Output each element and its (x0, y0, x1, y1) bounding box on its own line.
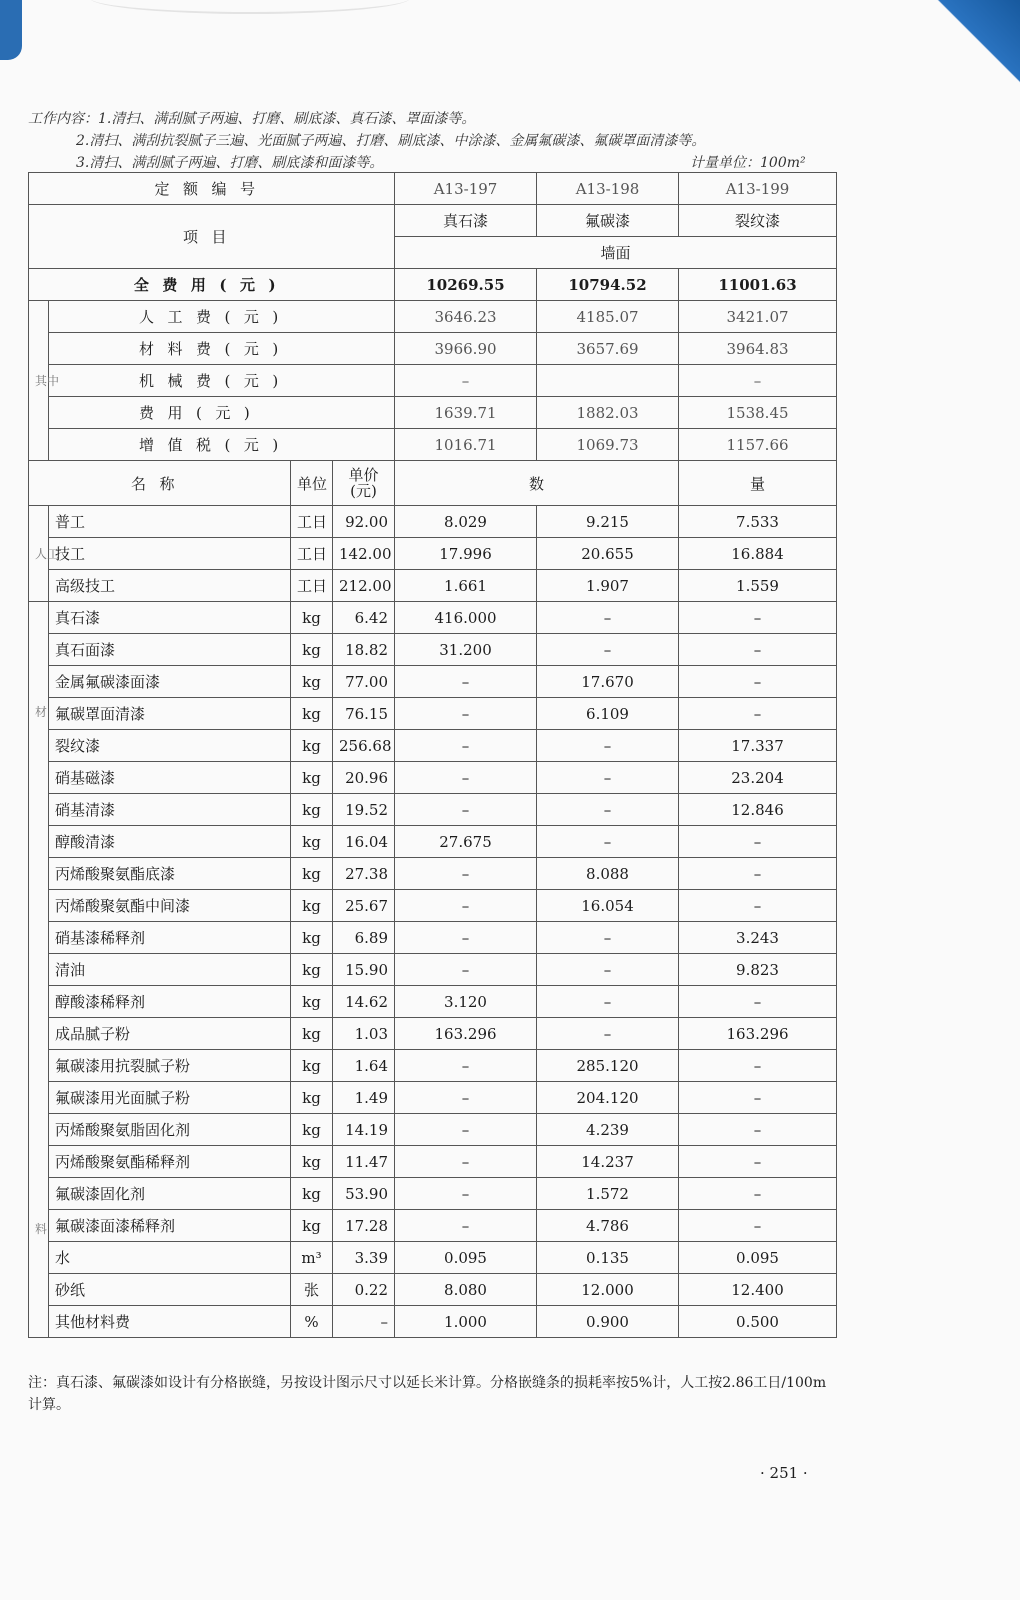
quantity-cell: 17.337 (679, 730, 837, 762)
code-row (29, 173, 837, 205)
labor-row (29, 538, 837, 570)
resource-price: 1.49 (333, 1082, 395, 1114)
quantity-cell: – (395, 858, 537, 890)
quantity-cell: – (537, 986, 679, 1018)
item-label: 项目 (29, 205, 395, 269)
quantity-cell: – (395, 922, 537, 954)
quantity-cell: – (679, 1114, 837, 1146)
quantity-cell: 8.080 (395, 1274, 537, 1306)
cost-value: – (395, 365, 537, 397)
resource-unit: % (291, 1306, 333, 1338)
material-row (29, 826, 837, 858)
page-corner-shadow (0, 0, 22, 60)
quota-sheet (28, 172, 836, 1338)
resource-name: 真石漆 (49, 602, 291, 634)
quantity-cell: – (537, 634, 679, 666)
material-row (29, 1178, 837, 1210)
material-row (29, 698, 837, 730)
category-char: 料 (35, 1221, 48, 1236)
material-row (29, 1050, 837, 1082)
code-cell: A13-197 (395, 173, 537, 205)
resource-name: 醇酸清漆 (49, 826, 291, 858)
quantity-cell: 6.109 (537, 698, 679, 730)
item-row (29, 205, 837, 237)
code-cell: A13-198 (537, 173, 679, 205)
resource-price: 1.03 (333, 1018, 395, 1050)
quantity-cell: 163.296 (395, 1018, 537, 1050)
resource-price: 6.89 (333, 922, 395, 954)
material-row (29, 858, 837, 890)
resource-unit: kg (291, 762, 333, 794)
category-label (29, 602, 49, 1338)
quantity-cell: 1.572 (537, 1178, 679, 1210)
quantity-cell: 12.846 (679, 794, 837, 826)
quantity-cell: – (395, 762, 537, 794)
material-row (29, 986, 837, 1018)
quantity-cell: 416.000 (395, 602, 537, 634)
resource-price: 18.82 (333, 634, 395, 666)
quantity-cell: – (395, 1178, 537, 1210)
material-row (29, 1210, 837, 1242)
resource-name: 硝基磁漆 (49, 762, 291, 794)
cost-name: 材料费(元) (49, 333, 395, 365)
quantity-cell: – (395, 730, 537, 762)
resource-name: 其他材料费 (49, 1306, 291, 1338)
quantity-header: 数 (395, 461, 679, 506)
resource-unit: kg (291, 1082, 333, 1114)
cost-value: 1069.73 (537, 429, 679, 461)
category-char: 人工 (35, 547, 60, 561)
quantity-cell: 31.200 (395, 634, 537, 666)
cost-value: 1016.71 (395, 429, 537, 461)
resource-unit: kg (291, 1114, 333, 1146)
quota-table (28, 172, 837, 1338)
quantity-cell: – (679, 1178, 837, 1210)
labor-row (29, 506, 837, 538)
quantity-cell: 285.120 (537, 1050, 679, 1082)
material-row (29, 890, 837, 922)
cost-value: 3421.07 (679, 301, 837, 333)
total-cell: 10269.55 (395, 269, 537, 301)
resource-unit: m³ (291, 1242, 333, 1274)
quantity-cell: 1.000 (395, 1306, 537, 1338)
resource-unit: 张 (291, 1274, 333, 1306)
cost-value: 1157.66 (679, 429, 837, 461)
quantity-cell: 20.655 (537, 538, 679, 570)
resource-price: 16.04 (333, 826, 395, 858)
cost-row (29, 397, 837, 429)
quantity-cell: 0.095 (395, 1242, 537, 1274)
resource-name: 硝基漆稀释剂 (49, 922, 291, 954)
quantity-cell: 12.400 (679, 1274, 837, 1306)
name-header: 名称 (29, 461, 291, 506)
resource-price: 17.28 (333, 1210, 395, 1242)
resource-name: 氟碳罩面清漆 (49, 698, 291, 730)
cost-name: 机械费(元) (49, 365, 395, 397)
total-row (29, 269, 837, 301)
quantity-cell: 9.823 (679, 954, 837, 986)
quantity-cell: – (537, 730, 679, 762)
quantity-cell: – (537, 762, 679, 794)
quantity-cell: – (537, 1018, 679, 1050)
resource-price: 6.42 (333, 602, 395, 634)
quantity-cell: – (395, 1210, 537, 1242)
quantity-cell: 27.675 (395, 826, 537, 858)
resource-price: 3.39 (333, 1242, 395, 1274)
quantity-cell: – (395, 954, 537, 986)
resource-name: 成品腻子粉 (49, 1018, 291, 1050)
quantity-cell: – (679, 826, 837, 858)
resource-name: 普工 (49, 506, 291, 538)
cost-category-label: 其中 (29, 301, 49, 461)
quantity-cell: – (537, 794, 679, 826)
resource-price: 25.67 (333, 890, 395, 922)
resource-name: 裂纹漆 (49, 730, 291, 762)
column-header-row (29, 461, 837, 506)
quantity-cell: 204.120 (537, 1082, 679, 1114)
resource-price: 19.52 (333, 794, 395, 826)
resource-price: 142.00 (333, 538, 395, 570)
material-row (29, 1274, 837, 1306)
total-label: 全费用(元) (29, 269, 395, 301)
resource-name: 氟碳漆用光面腻子粉 (49, 1082, 291, 1114)
unit-header: 单位 (291, 461, 333, 506)
resource-unit: kg (291, 1178, 333, 1210)
quantity-cell: – (679, 1146, 837, 1178)
quantity-cell: 1.907 (537, 570, 679, 602)
cost-value: 1639.71 (395, 397, 537, 429)
page-curl-edge (90, 0, 410, 14)
total-cell: 10794.52 (537, 269, 679, 301)
material-row (29, 1082, 837, 1114)
resource-unit: kg (291, 890, 333, 922)
resource-name: 丙烯酸聚氨酯底漆 (49, 858, 291, 890)
cost-row (29, 365, 837, 397)
footnote: 注：真石漆、氟碳漆如设计有分格嵌缝，另按设计图示尺寸以延长米计算。分格嵌缝条的损耗率按5%计，人工按2.86工日/100m计算。 (28, 1375, 827, 1413)
resource-name: 氟碳漆固化剂 (49, 1178, 291, 1210)
work-content-line: 3.清扫、满刮腻子两遍、打磨、刷底漆和面漆等。 (76, 155, 384, 171)
resource-name: 水 (49, 1242, 291, 1274)
resource-price: 53.90 (333, 1178, 395, 1210)
quantity-cell: 23.204 (679, 762, 837, 794)
resource-name: 丙烯酸聚氨酯中间漆 (49, 890, 291, 922)
cost-name: 人工费(元) (49, 301, 395, 333)
resource-name: 金属氟碳漆面漆 (49, 666, 291, 698)
cost-value: 3646.23 (395, 301, 537, 333)
resource-price: 77.00 (333, 666, 395, 698)
code-label: 定额编号 (29, 173, 395, 205)
cost-value: 4185.07 (537, 301, 679, 333)
material-row (29, 634, 837, 666)
resource-name: 丙烯酸聚氨脂固化剂 (49, 1114, 291, 1146)
quantity-cell: – (679, 698, 837, 730)
resource-price: 14.62 (333, 986, 395, 1018)
total-cell: 11001.63 (679, 269, 837, 301)
resource-unit: 工日 (291, 506, 333, 538)
quantity-cell: – (679, 1082, 837, 1114)
resource-name: 真石面漆 (49, 634, 291, 666)
measure-unit-note: 计量单位：100m² (690, 155, 806, 171)
group-label: 墙面 (395, 237, 837, 269)
category-char: 材 (35, 704, 48, 719)
quantity-cell: – (679, 1050, 837, 1082)
resource-unit: kg (291, 666, 333, 698)
quantity-cell: – (537, 602, 679, 634)
quantity-cell: 0.135 (537, 1242, 679, 1274)
resource-unit: kg (291, 1018, 333, 1050)
resource-name: 硝基清漆 (49, 794, 291, 826)
quantity-cell: – (395, 1050, 537, 1082)
resource-unit: kg (291, 794, 333, 826)
quantity-cell: – (679, 602, 837, 634)
cost-value: 1538.45 (679, 397, 837, 429)
material-row (29, 762, 837, 794)
material-row (29, 954, 837, 986)
quantity-cell: 1.661 (395, 570, 537, 602)
quantity-cell: – (679, 858, 837, 890)
quantity-cell: 3.120 (395, 986, 537, 1018)
quantity-cell: – (537, 922, 679, 954)
quantity-cell: 4.786 (537, 1210, 679, 1242)
quantity-cell: 1.559 (679, 570, 837, 602)
resource-unit: kg (291, 826, 333, 858)
resource-unit: kg (291, 858, 333, 890)
quantity-cell: – (679, 634, 837, 666)
material-row (29, 666, 837, 698)
material-row (29, 1018, 837, 1050)
quantity-header: 量 (679, 461, 837, 506)
resource-price: 27.38 (333, 858, 395, 890)
resource-price: 92.00 (333, 506, 395, 538)
quantity-cell: 0.500 (679, 1306, 837, 1338)
resource-name: 技工 (49, 538, 291, 570)
code-cell: A13-199 (679, 173, 837, 205)
resource-name: 清油 (49, 954, 291, 986)
resource-price: 20.96 (333, 762, 395, 794)
quantity-cell: 163.296 (679, 1018, 837, 1050)
resource-price: 15.90 (333, 954, 395, 986)
quantity-cell: – (537, 826, 679, 858)
quantity-cell: 0.900 (537, 1306, 679, 1338)
cost-value: 3966.90 (395, 333, 537, 365)
resource-price: 256.68 (333, 730, 395, 762)
material-row (29, 1146, 837, 1178)
quantity-cell: – (679, 890, 837, 922)
cost-row (29, 301, 837, 333)
quantity-cell: – (395, 698, 537, 730)
quantity-cell: 4.239 (537, 1114, 679, 1146)
quantity-cell: – (537, 954, 679, 986)
quantity-cell: – (395, 1082, 537, 1114)
material-row (29, 1114, 837, 1146)
resource-unit: kg (291, 634, 333, 666)
material-row (29, 730, 837, 762)
quantity-cell: 8.088 (537, 858, 679, 890)
resource-price: 14.19 (333, 1114, 395, 1146)
cost-row (29, 333, 837, 365)
material-row (29, 922, 837, 954)
resource-unit: kg (291, 1050, 333, 1082)
item-cell: 真石漆 (395, 205, 537, 237)
resource-price: 0.22 (333, 1274, 395, 1306)
cost-value: 1882.03 (537, 397, 679, 429)
quantity-cell: – (395, 1114, 537, 1146)
resource-unit: kg (291, 1210, 333, 1242)
quantity-cell: 8.029 (395, 506, 537, 538)
resource-unit: kg (291, 986, 333, 1018)
resource-unit: kg (291, 922, 333, 954)
resource-unit: kg (291, 730, 333, 762)
page-number: · 251 · (760, 1464, 808, 1482)
quantity-cell: 16.054 (537, 890, 679, 922)
resource-unit: 工日 (291, 538, 333, 570)
quantity-cell: – (679, 1210, 837, 1242)
quantity-cell: – (395, 666, 537, 698)
cost-value: 3657.69 (537, 333, 679, 365)
material-row (29, 1242, 837, 1274)
category-label (29, 506, 60, 602)
resource-unit: kg (291, 698, 333, 730)
work-content-line: 2.清扫、满刮抗裂腻子三遍、光面腻子两遍、打磨、刷底漆、中涂漆、金属氟碳漆、氟碳罩面清漆等。 (76, 133, 706, 149)
quantity-cell: 14.237 (537, 1146, 679, 1178)
cost-name: 增值税(元) (49, 429, 395, 461)
resource-unit: kg (291, 954, 333, 986)
resource-price: 212.00 (333, 570, 395, 602)
resource-price: 1.64 (333, 1050, 395, 1082)
quantity-cell: – (395, 794, 537, 826)
page-corner-fold (930, 0, 1020, 90)
resource-name: 氟碳漆用抗裂腻子粉 (49, 1050, 291, 1082)
quantity-cell: – (679, 986, 837, 1018)
labor-row (29, 570, 837, 602)
resource-name: 丙烯酸聚氨酯稀释剂 (49, 1146, 291, 1178)
quantity-cell: 16.884 (679, 538, 837, 570)
resource-price: – (333, 1306, 395, 1338)
cost-row (29, 429, 837, 461)
resource-price: 11.47 (333, 1146, 395, 1178)
quantity-cell: – (679, 666, 837, 698)
quantity-cell: 17.996 (395, 538, 537, 570)
cost-name: 费用(元) (49, 397, 395, 429)
material-row (29, 1306, 837, 1338)
cost-value: 3964.83 (679, 333, 837, 365)
quantity-cell: 17.670 (537, 666, 679, 698)
material-row (29, 602, 837, 634)
quantity-cell: – (395, 1146, 537, 1178)
quantity-cell: 9.215 (537, 506, 679, 538)
resource-name: 砂纸 (49, 1274, 291, 1306)
resource-name: 氟碳漆面漆稀释剂 (49, 1210, 291, 1242)
price-header: 单价(元) (333, 461, 395, 506)
cost-value (537, 365, 679, 397)
resource-name: 醇酸漆稀释剂 (49, 986, 291, 1018)
item-cell: 裂纹漆 (679, 205, 837, 237)
work-content-line: 工作内容：1.清扫、满刮腻子两遍、打磨、刷底漆、真石漆、罩面漆等。 (28, 111, 476, 127)
quantity-cell: – (395, 890, 537, 922)
resource-unit: kg (291, 602, 333, 634)
quantity-cell: 3.243 (679, 922, 837, 954)
resource-name: 高级技工 (49, 570, 291, 602)
material-row (29, 794, 837, 826)
quantity-cell: 0.095 (679, 1242, 837, 1274)
quantity-cell: 7.533 (679, 506, 837, 538)
resource-price: 76.15 (333, 698, 395, 730)
item-cell: 氟碳漆 (537, 205, 679, 237)
cost-value: – (679, 365, 837, 397)
quantity-cell: 12.000 (537, 1274, 679, 1306)
resource-unit: 工日 (291, 570, 333, 602)
resource-unit: kg (291, 1146, 333, 1178)
